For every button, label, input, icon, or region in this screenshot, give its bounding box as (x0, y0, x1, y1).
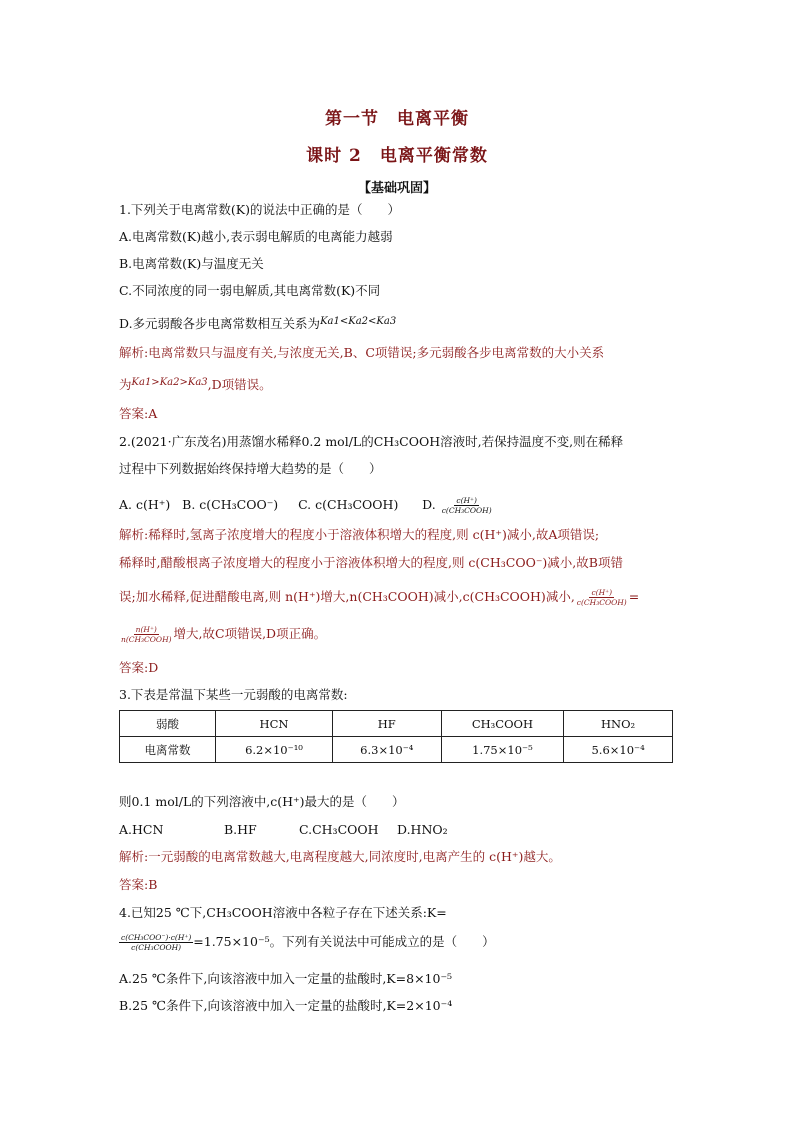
q1-option-d-relation: Ka1<Ka2<Ka3 (320, 316, 397, 327)
table-cell: 弱酸 (120, 711, 216, 737)
q4-option-a: A.25 ℃条件下,向该溶液中加入一定量的盐酸时,K=8×10⁻⁵ (119, 971, 453, 986)
lesson-title: 课时 2 电离平衡常数 (306, 146, 488, 166)
q4-stem-2: $\frac{\text{c(CH₃COO⁻)·c(H⁺)}}{\text{c(CH₃COOH)}}$ =1.75×10⁻⁵。下列有关说法中可能成立的是（ ） (121, 933, 495, 952)
q4-k-fraction: $\frac{\text{c(CH₃COO⁻)·c(H⁺)}}{\text{c(CH₃COOH)}}$ (121, 933, 192, 952)
q1-stem: 1.下列关于电离常数(K)的说法中正确的是（ ） (119, 202, 401, 217)
q2-analysis-4: $\frac{n(H^+)}{\text{n(CH₃COOH)}}$ 增大,故C项错误,D项正确。 (121, 625, 327, 644)
q3-stem: 3.下表是常温下某些一元弱酸的电离常数: (119, 687, 348, 702)
q3-analysis: 解析:一元弱酸的电离常数越大,电离程度越大,同浓度时,电离产生的 c(H⁺)越大。 (119, 849, 561, 864)
q3-option-d: D.HNO₂ (397, 822, 448, 837)
q1-answer: 答案:A (119, 406, 158, 421)
q2-analysis-fraction-n: $\frac{n(H^+)}{\text{n(CH₃COOH)}}$ (121, 625, 172, 644)
q2-answer: 答案:D (119, 660, 159, 675)
q3-answer: 答案:B (119, 877, 158, 892)
q2-stem-2: 过程中下列数据始终保持增大趋势的是（ ） (119, 461, 382, 476)
q3-question: 则0.1 mol/L的下列溶液中,c(H⁺)最大的是（ ） (119, 794, 405, 809)
q1-analysis-1: 解析:电离常数只与温度有关,与浓度无关,B、C项错误;多元弱酸各步电离常数的大小关系 (119, 345, 605, 360)
table-cell: HNO₂ (564, 711, 673, 737)
q1-analysis-relation: Ka1>Ka2>Ka3 (131, 377, 208, 388)
q1-analysis-2: 为$^{Ka1>Ka2>Ka3}$,D项错误。 (119, 377, 272, 392)
acid-constant-table (119, 710, 673, 763)
table-cell: HCN (216, 711, 333, 737)
q3-option-a: A.HCN (119, 822, 164, 837)
q4-option-b: B.25 ℃条件下,向该溶液中加入一定量的盐酸时,K=2×10⁻⁴ (119, 998, 453, 1013)
q3-option-b: B.HF (224, 822, 257, 837)
q3-options (119, 821, 448, 839)
q2-option-d: D. (422, 497, 436, 512)
q2-analysis-3: 误;加水稀释,促进醋酸电离,则 n(H⁺)增大,n(CH₃COOH)减小,c(CH₃COOH)减小, $\frac{c(H^+)}{\text{c(CH₃COOH)}}$ = (119, 588, 640, 607)
q2-option-b: B. c(CH₃COO⁻) (182, 497, 279, 512)
q4-stem-1: 4.已知25 ℃下,CH₃COOH溶液中各粒子存在下述关系:K= (119, 905, 447, 920)
q1-option-d: D.多元弱酸各步电离常数相互关系为$^{Ka1<Ka2<Ka3}$ (119, 316, 397, 331)
table-cell: 电离常数 (120, 737, 216, 763)
q2-option-d-fraction: $\frac{c(H^+)}{\text{c(CH₃COOH)}}$ (441, 496, 492, 515)
q1-option-c: C.不同浓度的同一弱电解质,其电离常数(K)不同 (119, 283, 381, 298)
table-cell: HF (332, 711, 441, 737)
table-row (120, 711, 673, 737)
q2-option-c: C. c(CH₃COOH) (298, 497, 399, 512)
q2-analysis-2: 稀释时,醋酸根离子浓度增大的程度小于溶液体积增大的程度,则 c(CH₃COO⁻)减小,故B项错 (119, 555, 623, 570)
section-heading: 【基础巩固】 (357, 181, 436, 196)
q1-option-a: A.电离常数(K)越小,表示弱电解质的电离能力越弱 (119, 229, 393, 244)
chapter-title: 第一节 电离平衡 (325, 109, 469, 129)
q2-analysis-fraction-c: $\frac{c(H^+)}{\text{c(CH₃COOH)}}$ (576, 588, 627, 607)
table-cell: 1.75×10⁻⁵ (441, 737, 564, 763)
q2-options (119, 496, 494, 515)
table-cell: CH₃COOH (441, 711, 564, 737)
q2-stem-1: 2.(2021·广东茂名)用蒸馏水稀释0.2 mol/L的CH₃COOH溶液时,若保持温度不变,则在稀释 (119, 434, 624, 449)
q3-option-c: C.CH₃COOH (299, 822, 379, 837)
q1-option-b: B.电离常数(K)与温度无关 (119, 256, 264, 271)
table-cell: 5.6×10⁻⁴ (564, 737, 673, 763)
q2-analysis-1: 解析:稀释时,氢离子浓度增大的程度小于溶液体积增大的程度,则 c(H⁺)减小,故A项错误; (119, 527, 600, 542)
table-cell: 6.3×10⁻⁴ (332, 737, 441, 763)
q2-option-a: A. c(H⁺) (119, 497, 171, 512)
table-row (120, 737, 673, 763)
table-cell: 6.2×10⁻¹⁰ (216, 737, 333, 763)
